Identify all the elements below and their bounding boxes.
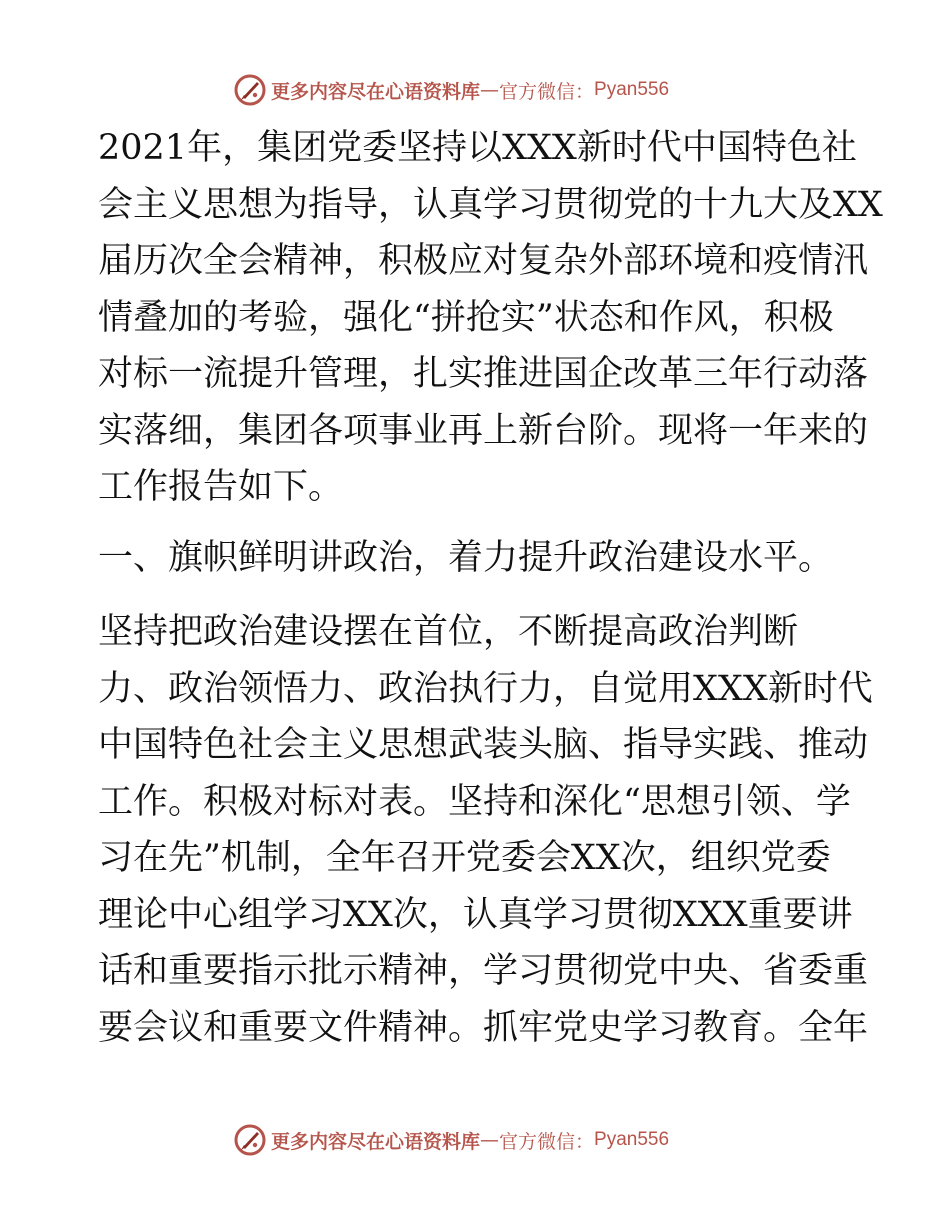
- footer-watermark: [233, 1122, 669, 1158]
- text-line: 2021年，集团党委坚持以XXX新时代中国特色社: [98, 128, 857, 168]
- watermark-id: Pyan556: [594, 1129, 670, 1150]
- watermark-contact: 官方微信：: [499, 80, 595, 103]
- watermark-text: 更多内容尽在心语资料库: [271, 80, 481, 103]
- text-line: 中国特色社会主义思想武装头脑、指导实践、推动: [98, 725, 869, 765]
- text-line: 会主义思想为指导，认真学习贯彻党的十九大及XX: [98, 184, 883, 225]
- text-line: 届历次全会精神，积极应对复杂外部环境和疫情汛: [98, 241, 869, 281]
- text-line: 话和重要指示批示精神，学习贯彻党中央、省委重: [98, 951, 869, 991]
- text-line: 实落细，集团各项事业再上新台阶。现将一年来的: [98, 410, 869, 451]
- text-line: 一、旗帜鲜明讲政治，着力提升政治建设水平。: [98, 537, 834, 578]
- text-line: 工作报告如下。: [98, 467, 344, 507]
- quill-logo-icon: [233, 1123, 267, 1157]
- watermark-separator: —: [480, 79, 500, 101]
- watermark-text: 更多内容尽在心语资料库: [271, 1130, 481, 1153]
- paragraph-section-one: [98, 604, 873, 1056]
- header-watermark: [233, 72, 669, 108]
- text-line: 情叠加的考验，强化“拼抢实”状态和作风，积极: [98, 297, 834, 338]
- watermark-id: Pyan556: [594, 79, 670, 100]
- quill-logo-icon: [233, 73, 267, 107]
- watermark-contact: 官方微信：: [499, 1130, 595, 1153]
- text-line: 理论中心组学习XX次，认真学习贯彻XXX重要讲: [98, 894, 853, 935]
- text-line: 习在先”机制，全年召开党委会XX次，组织党委: [98, 838, 831, 878]
- text-line: 力、政治领悟力、政治执行力，自觉用XXX新时代: [98, 668, 873, 709]
- section-heading: [98, 530, 858, 587]
- text-line: 要会议和重要文件精神。抓牢党史学习教育。全年: [98, 1007, 869, 1048]
- text-line: 工作。积极对标对表。坚持和深化“思想引领、学: [98, 781, 851, 822]
- document-body: [98, 120, 883, 1056]
- watermark-separator: —: [480, 1129, 500, 1151]
- text-line: 坚持把政治建设摆在首位，不断提高政治判断: [98, 612, 799, 652]
- text-line: 对标一流提升管理，扎实推进国企改革三年行动落: [98, 354, 869, 394]
- paragraph-intro: [98, 120, 883, 516]
